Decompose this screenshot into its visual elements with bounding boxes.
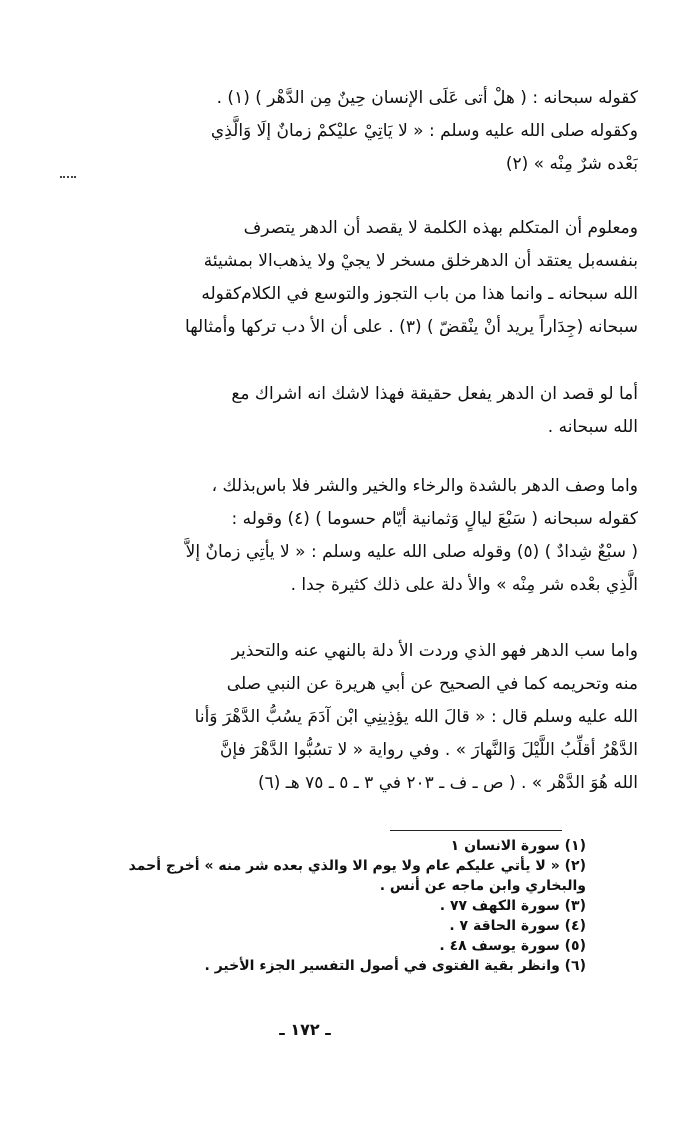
text-line: منه وتحريمه كما في الصحيح عن أبي هريرة عن النبي صلى: [226, 674, 638, 694]
paragraph-4: [40, 470, 638, 602]
text-line: الَّذِي بعْده شر مِنْه » والأ دلة على ذلك كثيرة جدا .: [290, 575, 638, 595]
text-line: وكقوله صلى الله عليه وسلم : « لا يَاتِيْ عليْكمْ زمانٌ إلَا وَالَّذِي: [210, 121, 638, 141]
footnote-6: (٦) وانظر بقية الفتوى في أصول التفسير الجزء الأخير .: [204, 958, 586, 974]
text-line: الله سبحانه ـ وانما هذا من باب التجوز والتوسع في الكلام‌كقوله: [201, 284, 638, 304]
text-line: واما سب الدهر فهو الذي وردت الأ دلة بالنهي عنه والتحذير: [231, 641, 638, 661]
ellipsis-mark: [60, 176, 76, 182]
paragraph-2: [40, 212, 638, 344]
text-line: الدَّهْرُ أقلِّبُ اللَّيْلَ وَالنَّهارَ » . وفي رواية « لا تسُبُّوا الدَّهْرَ فإنَّ: [219, 740, 638, 760]
text-line: الله عليه وسلم قال : « قالَ الله يؤذِينِي ابْن آدَمَ يسُبُّ الدَّهْرَ وَأنا: [194, 707, 638, 727]
text-line: ( سبْعٌ شِدادٌ ) (٥) وقوله صلى الله عليه وسلم : « لا يأتِي زمانٌ إلاَّ: [185, 542, 638, 562]
paragraph-3: [40, 378, 638, 444]
page-number: ـ ١٧٢ ـ: [279, 1020, 331, 1039]
text-line: بَعْده شرٌ مِنْه » (٢): [505, 154, 638, 174]
paragraph-5: [40, 635, 638, 800]
footnote-4: (٤) سورة الحاقة ٧ .: [449, 918, 586, 934]
footnote-2: (٢) « لا يأتي عليكم عام ولا يوم الا والذي بعده شر منه » أخرج أحمد: [128, 858, 586, 874]
footnote-1: (١) سورة الانسان ١: [450, 838, 586, 854]
text-line: ومعلوم أن المتكلم بهذه الكلمة لا يقصد أن الدهر يتصرف: [243, 218, 638, 238]
text-line: الله سبحانه .: [547, 417, 638, 437]
text-line: أما لو قصد ان الدهر يفعل حقيقة فهذا لاشك انه اشراك مع: [231, 384, 638, 404]
text-line: بنفسه‌بل يعتقد أن الدهرخلق مسخر لا يجيْ ولا يذهب‌الا بمشيئة: [203, 251, 638, 271]
text-line: كقوله سبحانه ( سَبْعَ ليالٍ وَثمانية أيّام حسوما ) (٤) وقوله :: [231, 509, 638, 529]
text-line: واما وصف الدهر بالشدة والرخاء والخير والشر فلا باس‌بذلك ،: [211, 476, 638, 496]
text-line: كقوله سبحانه : ( هلْ أتى عَلَى الإنسان حِينٌ مِن الدَّهْر ) (١) .: [216, 88, 638, 108]
footnote-5: (٥) سورة يوسف ٤٨ .: [439, 938, 586, 954]
paragraph-1: [40, 82, 638, 181]
footnote-3: (٣) سورة الكهف ٧٧ .: [439, 898, 586, 914]
text-line: الله هُوَ الدَّهْر » . ( ص ـ ف ـ ٢٠٣ في ٣ ـ ٥ ـ ٧٥ هـ (٦): [257, 773, 638, 793]
footnote-divider: [390, 830, 562, 831]
footnote-2-continued: والبخاري وابن ماجه عن أنس .: [379, 878, 586, 894]
text-line: سبحانه (جِدَاراً يريد أنْ ينْقضّ ) (٣) . على أن الأ دب تركها وأمثالها: [185, 317, 638, 337]
footnotes: [40, 836, 586, 976]
